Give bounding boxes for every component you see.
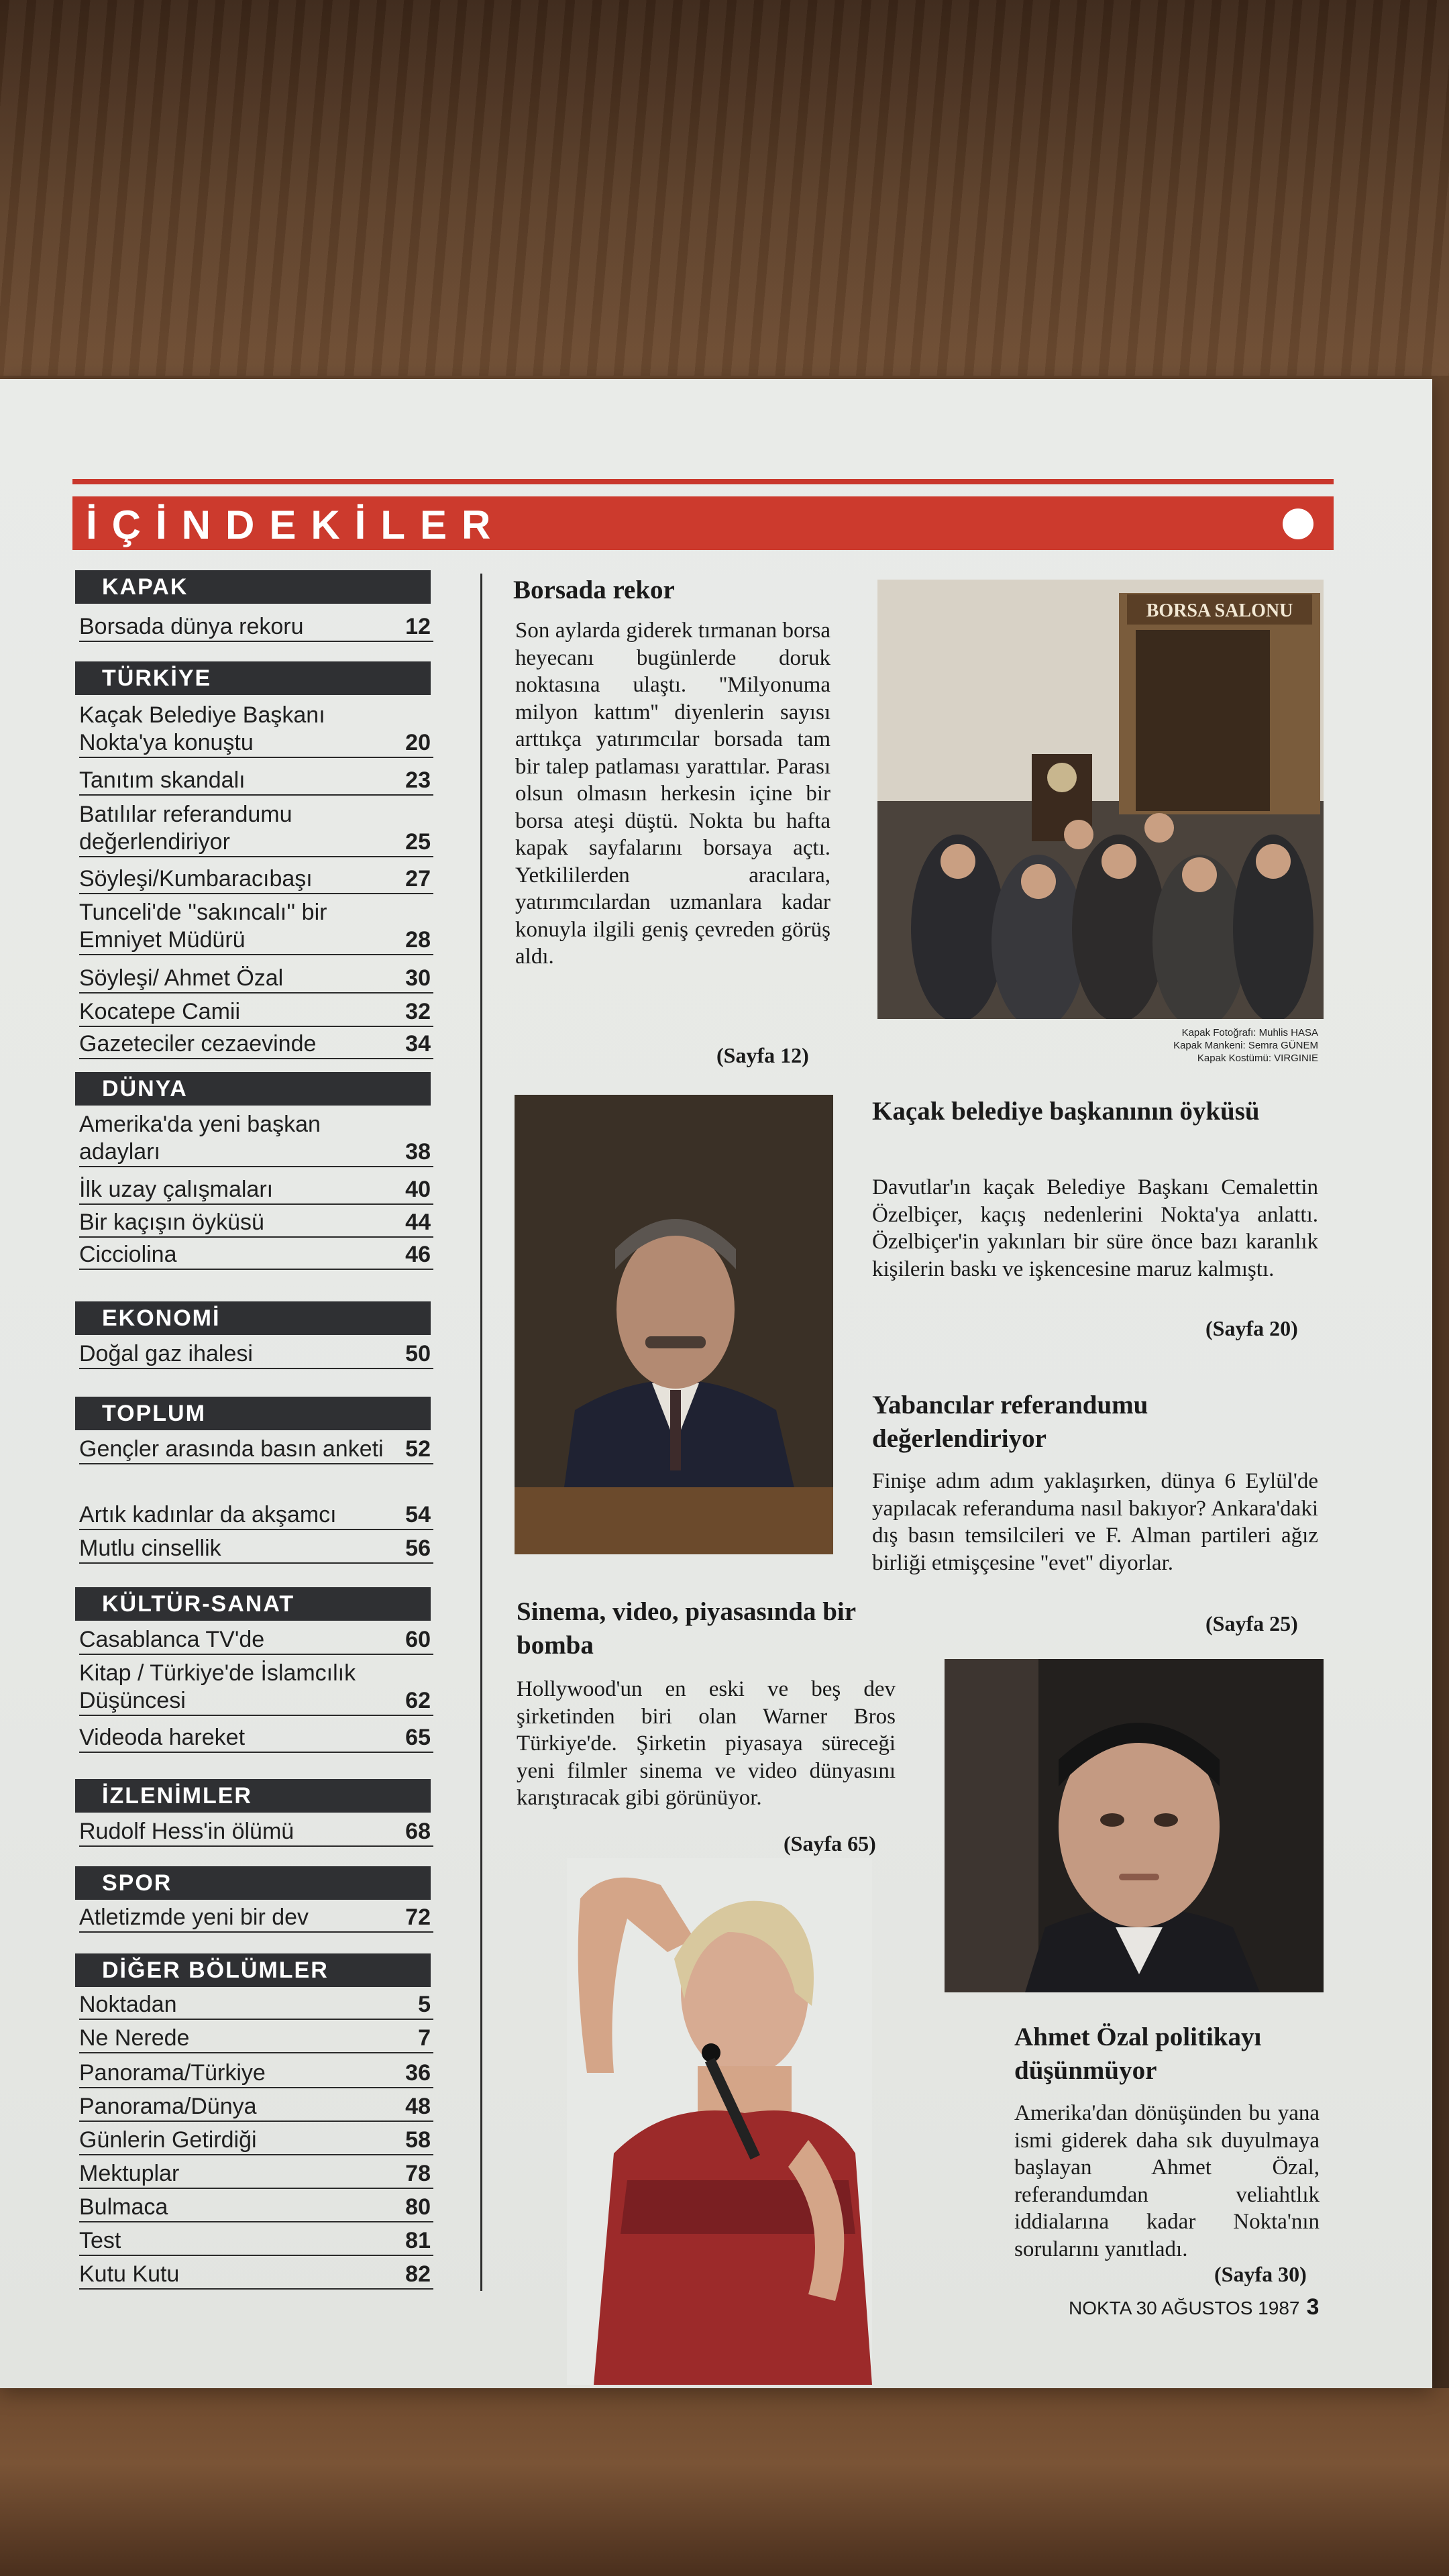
article-title-sinema: Sinema, video, piyasasında bir bomba [517, 1597, 856, 1660]
toc-section-izlenimler: İZLENİMLER [75, 1779, 431, 1813]
singer-photo [567, 1858, 872, 2385]
toc-item[interactable]: Cicciolina 46 [79, 1241, 433, 1270]
kacak-belediye-baskani-photo [515, 1095, 833, 1554]
borsa-salonu-photo [877, 580, 1324, 1019]
toc-section-spor: SPOR [75, 1866, 431, 1900]
toc-section-turkiye: TÜRKİYE [75, 661, 431, 695]
article-body-belediye: Davutlar'ın kaçak Belediye Başkanı Cemalettin Özelbiçer, kaçış nedenlerini Nokta'ya anlattı. Özelbiçer'in yakınları bir süre önce bazı karanlık kişilerin baskı ve işkencesine maruz kalmıştı. [872, 1175, 1318, 1281]
toc-item[interactable]: Artık kadınlar da akşamcı 54 [79, 1501, 433, 1530]
article-body-borsa: Son aylarda giderek tırmanan borsa heyecanı bugünlerde doruk noktasına ulaştı. ''Milyonuma milyon kattım'' diyenlerin sayısı arttıkça yatırımcılar borsada tam bir talep patlaması yarattılar. Parası olsun olmasın herkesin içine bir borsa ateşi düştü. Nokta bu hafta kapak sayfalarını borsaya açtı. Yetkililerden aracılara, yatırımcılardan uzmanlara kadar konuyla ilgili geniş çevreden görüş aldı. [515, 619, 830, 969]
article-page-ref-referandum[interactable]: (Sayfa 25) [1205, 1611, 1298, 1635]
article-body-sinema: Hollywood'un en eski ve beş dev şirketinden biri olan Warner Bros Türkiye'de. Şirketin piyasaya süreceği yeni filmler sinema ve video dünyasını karıştıracak gibi görünüyor. [517, 1677, 896, 1810]
toc-item[interactable]: Tanıtım skandalı 23 [79, 767, 433, 796]
toc-item[interactable]: Rudolf Hess'in ölümü 68 [79, 1818, 433, 1847]
issue-date: NOKTA 30 AĞUSTOS 1987 [1069, 2298, 1300, 2318]
toc-item[interactable]: Test 81 [79, 2227, 433, 2256]
toc-section-ekonomi: EKONOMİ [75, 1301, 431, 1335]
header-bar [72, 496, 1334, 550]
toc-item[interactable]: Panorama/Türkiye 36 [79, 2059, 433, 2088]
toc-item[interactable]: Mutlu cinsellik 56 [79, 1535, 433, 1564]
toc-item[interactable]: Atletizmde yeni bir dev 72 [79, 1904, 433, 1933]
toc-item[interactable]: Kutu Kutu 82 [79, 2261, 433, 2290]
wooden-table-edge [0, 2388, 1449, 2576]
ahmet-ozal-photo [945, 1659, 1324, 1992]
toc-item[interactable]: Borsada dünya rekoru 12 [79, 613, 433, 642]
toc-section-toplum: TOPLUM [75, 1397, 431, 1430]
toc-item[interactable]: İlk uzay çalışmaları 40 [79, 1176, 433, 1205]
header-dot-icon [1283, 508, 1313, 539]
page-title: İÇİNDEKİLER [86, 502, 506, 547]
borsa-salonu-sign: BORSA SALONU [1146, 600, 1293, 621]
column-divider [480, 574, 482, 2291]
toc-item[interactable]: Gençler arasında basın anketi 52 [79, 1436, 433, 1464]
article-title-referandum: Yabancılar referandumu değerlendiriyor [872, 1391, 1148, 1453]
header-rule [72, 479, 1334, 484]
toc-section-diger-bolumler: DİĞER BÖLÜMLER [75, 1953, 431, 1987]
toc-item[interactable]: Kaçak Belediye Başkanı Nokta'ya konuştu 20 [79, 702, 433, 758]
toc-item[interactable]: Noktadan 5 [79, 1991, 433, 2020]
toc-item[interactable]: Batılılar referandumu değerlendiriyor 25 [79, 801, 433, 857]
toc-item[interactable]: Bulmaca 80 [79, 2194, 433, 2222]
toc-item[interactable]: Amerika'da yeni başkan adayları 38 [79, 1111, 433, 1167]
credit-line: Kapak Fotoğrafı: Muhlis HASA [1181, 1027, 1318, 1038]
toc-item[interactable]: Panorama/Dünya 48 [79, 2093, 433, 2122]
toc-section-kapak: KAPAK [75, 570, 431, 604]
article-body-referandum: Finişe adım adım yaklaşırken, dünya 6 Eylül'de yapılacak referanduma nasıl bakıyor? Ankara'daki dış basın temsilcileri ve F. Alman partileri ağız birliği etmişçesine ''evet'' diyorlar. [872, 1469, 1318, 1575]
toc-item[interactable]: Bir kaçışın öyküsü 44 [79, 1209, 433, 1238]
article-title-borsa: Borsada rekor [513, 576, 675, 604]
wooden-table-background [0, 0, 1449, 376]
toc-item[interactable]: Videoda hareket 65 [79, 1724, 433, 1753]
toc-item[interactable]: Gazeteciler cezaevinde 34 [79, 1030, 433, 1059]
toc-item[interactable]: Kocatepe Camii 32 [79, 998, 433, 1027]
toc-section-kultur-sanat: KÜLTÜR-SANAT [75, 1587, 431, 1621]
article-body-ozal: Amerika'dan dönüşünden bu yana ismi giderek daha sık duyulmaya başlayan Ahmet Özal, referandumdan veliahtlık iddialarına kadar Nokta'nın sorularını yanıtladı. [1014, 2101, 1320, 2261]
toc-item[interactable]: Tunceli'de ''sakıncalı'' bir Emniyet Müdürü 28 [79, 899, 433, 955]
page-number: 3 [1306, 2294, 1320, 2320]
cover-credits [1144, 1026, 1318, 1065]
article-title-ozal: Ahmet Özal politikayı düşünmüyor [1014, 2023, 1262, 2085]
credit-line: Kapak Mankeni: Semra GÜNEM [1173, 1040, 1318, 1051]
toc-item[interactable]: Mektuplar 78 [79, 2160, 433, 2189]
toc-section-dunya: DÜNYA [75, 1072, 431, 1106]
toc-item[interactable]: Söyleşi/ Ahmet Özal 30 [79, 965, 433, 994]
page-footer [1069, 2294, 1319, 2320]
toc-item[interactable]: Ne Nerede 7 [79, 2025, 433, 2053]
article-page-ref-borsa[interactable]: (Sayfa 12) [716, 1043, 809, 1067]
toc-item[interactable]: Casablanca TV'de 60 [79, 1626, 433, 1655]
article-page-ref-sinema[interactable]: (Sayfa 65) [784, 1831, 876, 1856]
toc-item[interactable]: Kitap / Türkiye'de İslamcılık Düşüncesi 62 [79, 1660, 433, 1716]
toc-item[interactable]: Doğal gaz ihalesi 50 [79, 1340, 433, 1369]
toc-item[interactable]: Günlerin Getirdiği 58 [79, 2127, 433, 2155]
article-page-ref-belediye[interactable]: (Sayfa 20) [1205, 1316, 1298, 1340]
toc-item[interactable]: Söyleşi/Kumbaracıbaşı 27 [79, 865, 433, 894]
article-title-belediye: Kaçak belediye başkanının öyküsü [872, 1097, 1260, 1126]
credit-line: Kapak Kostümü: VIRGINIE [1197, 1053, 1318, 1064]
article-page-ref-ozal[interactable]: (Sayfa 30) [1214, 2262, 1307, 2286]
